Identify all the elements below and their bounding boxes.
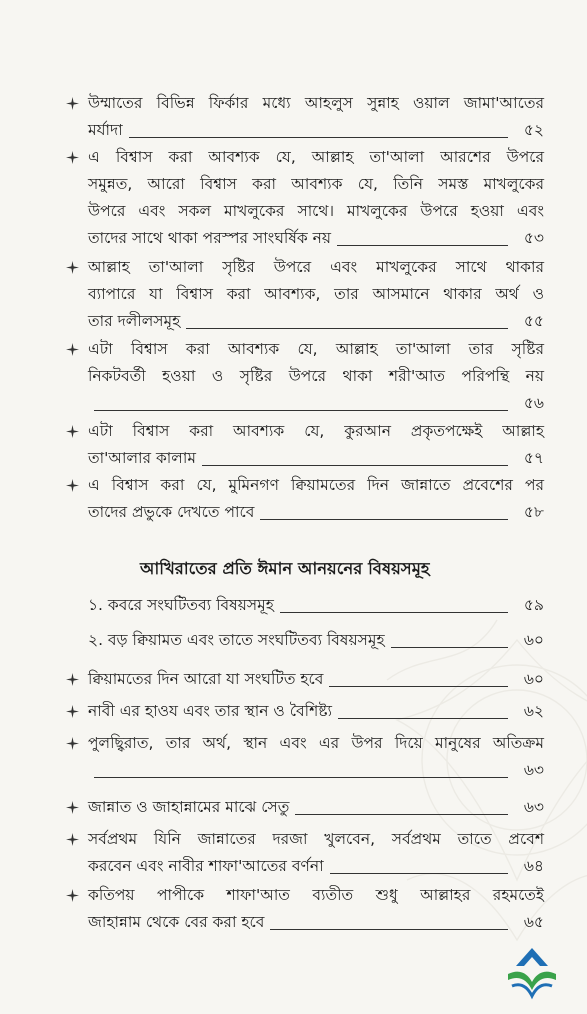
page-number: ৫৭ — [523, 449, 544, 467]
toc-entry[interactable] — [88, 666, 544, 693]
page-number: ৬২ — [523, 702, 544, 720]
toc-entry[interactable] — [88, 90, 544, 144]
page-number: ৬৪ — [523, 857, 544, 875]
diamond-bullet-icon — [66, 254, 80, 281]
toc-numbered-entry[interactable] — [88, 627, 544, 654]
dot-leader — [129, 137, 508, 138]
dot-leader — [338, 718, 508, 719]
entry-line: তার দলীলসমূহ ৫৫ — [88, 308, 544, 335]
toc-entry[interactable] — [88, 144, 544, 252]
dot-leader — [94, 410, 508, 411]
diamond-bullet-icon — [66, 794, 80, 821]
entry-line: উপরে এবং সকল মাখলুকের সাথে। মাখলুকের উপরে হওয়া এবং — [88, 202, 544, 220]
entry-line: এটা বিশ্বাস করা আবশ্যক যে, কুরআন প্রকৃতপক্ষেই আল্লাহ — [88, 422, 544, 440]
entry-line: ২. বড় ক্বিয়ামত এবং তাতে সংঘটিতব্য বিষয়সমূহ ৬০ — [88, 627, 544, 654]
toc-entry[interactable] — [88, 472, 544, 526]
entry-line: সমুন্নত, আরো বিশ্বাস করা আবশ্যক যে, তিনি সমস্ত মাখলুকের — [88, 175, 544, 193]
dot-leader — [186, 328, 508, 329]
dot-leader — [330, 873, 508, 874]
toc-entry[interactable] — [88, 826, 544, 880]
dot-leader — [337, 245, 508, 246]
page-number: ৫২ — [523, 121, 544, 139]
diamond-bullet-icon — [66, 90, 80, 117]
entry-line: ব্যাপারে যা বিশ্বাস করা আবশ্যক, তার আসমানে থাকার অর্থ ও — [88, 285, 544, 303]
toc-entry[interactable] — [88, 254, 544, 335]
entry-line: ১. কবরে সংঘটিতব্য বিষয়সমূহ ৫৯ — [88, 592, 544, 619]
toc-entry[interactable] — [88, 336, 544, 417]
page-number: ৬৩ — [523, 761, 544, 779]
section-title: আখিরাতের প্রতি ঈমান আনয়নের বিষয়সমূহ — [140, 559, 430, 578]
diamond-bullet-icon — [66, 472, 80, 499]
entry-line: পুলছ্বিরাত, তার অর্থ, স্থান এবং এর উপর দিয়ে মানুষের অতিক্রম — [88, 734, 544, 752]
toc-entry[interactable] — [88, 418, 544, 472]
entry-line: তাদের প্রভুকে দেখতে পাবে ৫৮ — [88, 499, 544, 526]
dot-leader — [329, 686, 508, 687]
entry-line: আল্লাহ তা'আলা সৃষ্টির উপরে এবং মাখলুকের সাথে থাকার — [88, 258, 544, 276]
diamond-bullet-icon — [66, 418, 80, 445]
page-number: ৬০ — [523, 670, 544, 688]
entry-line — [88, 390, 544, 417]
entry-line: জান্নাত ও জাহান্নামের মাঝে সেতু ৬৩ — [88, 794, 544, 821]
diamond-bullet-icon — [66, 882, 80, 909]
entry-line: নিকটবর্তী হওয়া ও সৃষ্টির উপরে থাকা শরী'আত পরিপন্থি নয় — [88, 367, 544, 385]
page-number: ৬০ — [523, 631, 544, 649]
entry-line: এ বিশ্বাস করা যে, মুমিনগণ ক্বিয়ামতের দিন জান্নাতে প্রবেশের পর — [88, 476, 544, 494]
toc-entry[interactable] — [88, 698, 544, 725]
entry-line: তা'আলার কালাম ৫৭ — [88, 445, 544, 472]
diamond-bullet-icon — [66, 730, 80, 757]
page-number: ৫৫ — [523, 312, 544, 330]
entry-line: নাবী এর হাওয এবং তার স্থান ও বৈশিষ্ট্য ৬২ — [88, 698, 544, 725]
entry-line: কতিপয় পাপীকে শাফা'আত ব্যতীত শুধু আল্লাহর রহমতেই — [88, 886, 544, 904]
diamond-bullet-icon — [66, 826, 80, 853]
page-number: ৫৯ — [523, 596, 544, 614]
entry-line: এ বিশ্বাস করা আবশ্যক যে, আল্লাহ তা'আলা আরশের উপরে — [88, 148, 544, 166]
page-number: ৫৩ — [523, 229, 544, 247]
entry-line: জাহান্নাম থেকে বের করা হবে ৬৫ — [88, 909, 544, 936]
toc-entry[interactable] — [88, 794, 544, 821]
dot-leader — [391, 647, 508, 648]
entry-line: করবেন এবং নাবীর শাফা'আতের বর্ণনা ৬৪ — [88, 853, 544, 880]
diamond-bullet-icon — [66, 666, 80, 693]
toc-entry[interactable] — [88, 882, 544, 936]
page-number: ৬৫ — [523, 913, 544, 931]
page-number: ৬৩ — [523, 798, 544, 816]
toc-numbered-entry[interactable] — [88, 592, 544, 619]
dot-leader — [260, 519, 508, 520]
diamond-bullet-icon — [66, 144, 80, 171]
entry-line: ক্বিয়ামতের দিন আরো যা সংঘটিত হবে ৬০ — [88, 666, 544, 693]
dot-leader — [202, 465, 508, 466]
entry-line: মর্যাদা ৫২ — [88, 117, 544, 144]
entry-line: তাদের সাথে থাকা পরস্পর সাংঘর্ষিক নয় ৫৩ — [88, 225, 544, 252]
page-number: ৫৬ — [523, 394, 544, 412]
dot-leader — [94, 777, 508, 778]
entry-line: এটা বিশ্বাস করা আবশ্যক যে, আল্লাহ তা'আলা তার সৃষ্টির — [88, 340, 544, 358]
toc-entry[interactable] — [88, 730, 544, 784]
dot-leader — [280, 612, 508, 613]
dot-leader — [270, 929, 508, 930]
diamond-bullet-icon — [66, 336, 80, 363]
page-number: ৫৮ — [523, 503, 544, 521]
publisher-logo-icon — [502, 944, 562, 1000]
entry-line — [88, 757, 544, 784]
entry-line: সর্বপ্রথম যিনি জান্নাতের দরজা খুলবেন, সর্বপ্রথম তাতে প্রবেশ — [88, 830, 544, 848]
dot-leader — [295, 814, 508, 815]
entry-line: উম্মাতের বিভিন্ন ফির্কার মধ্যে আহলুস সুন্নাহ ওয়াল জামা'আতের — [88, 94, 544, 112]
diamond-bullet-icon — [66, 698, 80, 725]
